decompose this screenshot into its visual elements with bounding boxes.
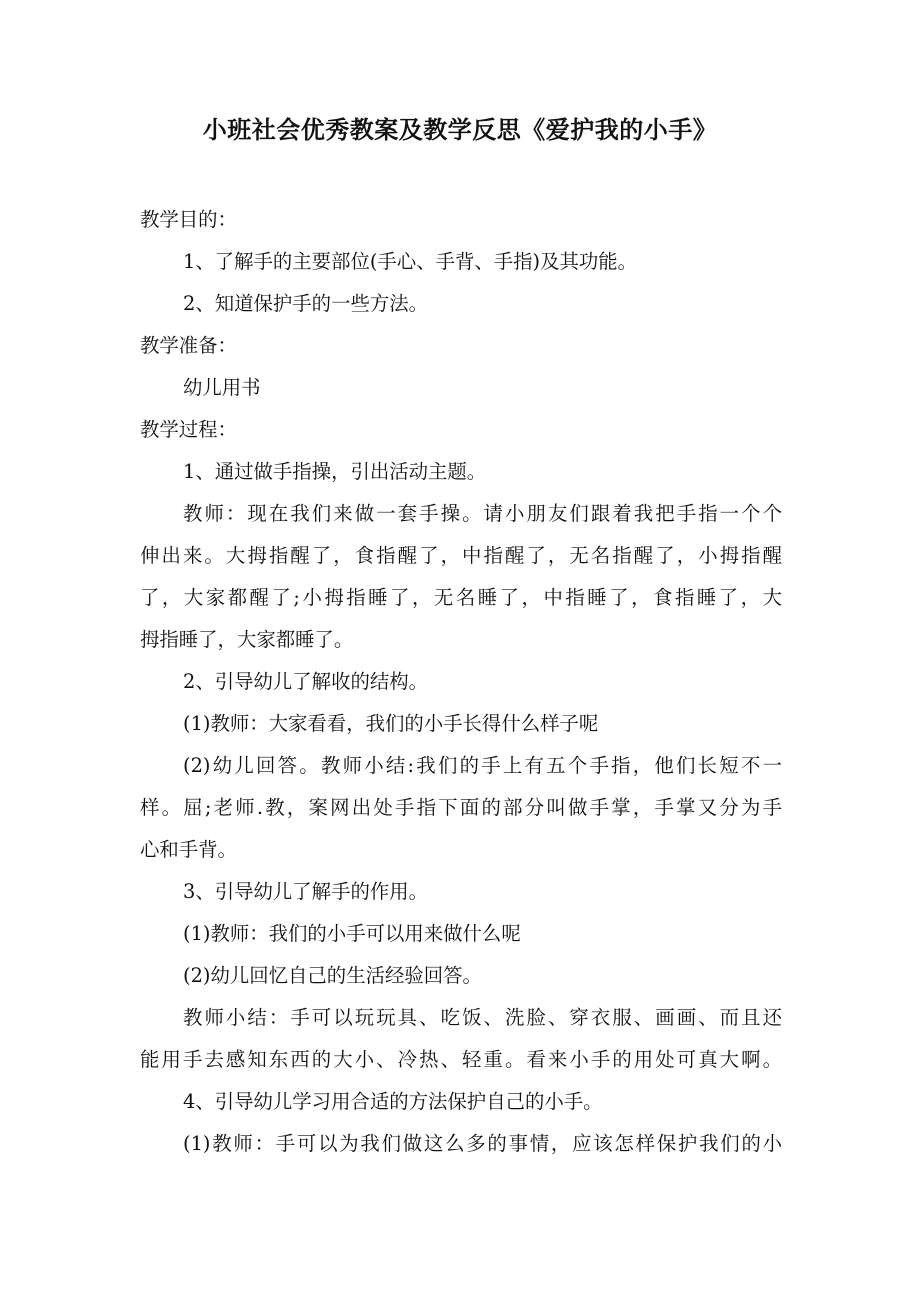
paragraph-line: 拇指睡了，大家都睡了。 bbox=[140, 628, 354, 651]
section-heading-objectives: 教学目的： bbox=[140, 208, 237, 231]
paragraph-line: (2)幼儿回答。教师小结:我们的手上有五个手指，他们长短不一 bbox=[183, 754, 782, 777]
paragraph-line: (1)教师：大家看看，我们的小手长得什么样子呢 bbox=[183, 712, 599, 735]
paragraph-line: 心和手背。 bbox=[140, 838, 237, 861]
paragraph-line: (2)幼儿回忆自己的生活经验回答。 bbox=[183, 964, 482, 987]
paragraph-line: 教师小结：手可以玩玩具、吃饭、洗脸、穿衣服、画画、而且还 bbox=[183, 1006, 782, 1029]
paragraph-line: 伸出来。大拇指醒了，食指醒了，中指醒了，无名指醒了，小拇指醒 bbox=[140, 544, 782, 567]
paragraph-line: 教师：现在我们来做一套手操。请小朋友们跟着我把手指一个个 bbox=[183, 502, 782, 525]
preparation-item: 幼儿用书 bbox=[183, 376, 261, 399]
paragraph-line: 了，大家都醒了;小拇指睡了，无名睡了，中指睡了，食指睡了，大 bbox=[140, 586, 782, 609]
paragraph-line: 样。屈;老师.教，案网出处手指下面的部分叫做手掌，手掌又分为手 bbox=[140, 796, 782, 819]
paragraph-line: 能用手去感知东西的大小、冷热、轻重。看来小手的用处可真大啊。 bbox=[140, 1048, 782, 1071]
objective-item-1: 1、了解手的主要部位(手心、手背、手指)及其功能。 bbox=[183, 250, 638, 273]
paragraph-line: (1)教师：手可以为我们做这么多的事情，应该怎样保护我们的小 bbox=[183, 1132, 782, 1155]
paragraph-line: (1)教师：我们的小手可以用来做什么呢 bbox=[183, 922, 521, 945]
process-step-3: 3、引导幼儿了解手的作用。 bbox=[183, 880, 429, 903]
document-title: 小班社会优秀教案及教学反思《爱护我的小手》 bbox=[202, 115, 718, 144]
process-step-1: 1、通过做手指操，引出活动主题。 bbox=[183, 460, 487, 483]
objective-item-2: 2、知道保护手的一些方法。 bbox=[183, 292, 429, 315]
section-heading-process: 教学过程： bbox=[140, 418, 237, 441]
document-body bbox=[140, 199, 782, 1165]
process-step-4: 4、引导幼儿学习用合适的方法保护自己的小手。 bbox=[183, 1090, 603, 1113]
section-heading-preparation: 教学准备： bbox=[140, 334, 237, 357]
process-step-2: 2、引导幼儿了解收的结构。 bbox=[183, 670, 429, 693]
